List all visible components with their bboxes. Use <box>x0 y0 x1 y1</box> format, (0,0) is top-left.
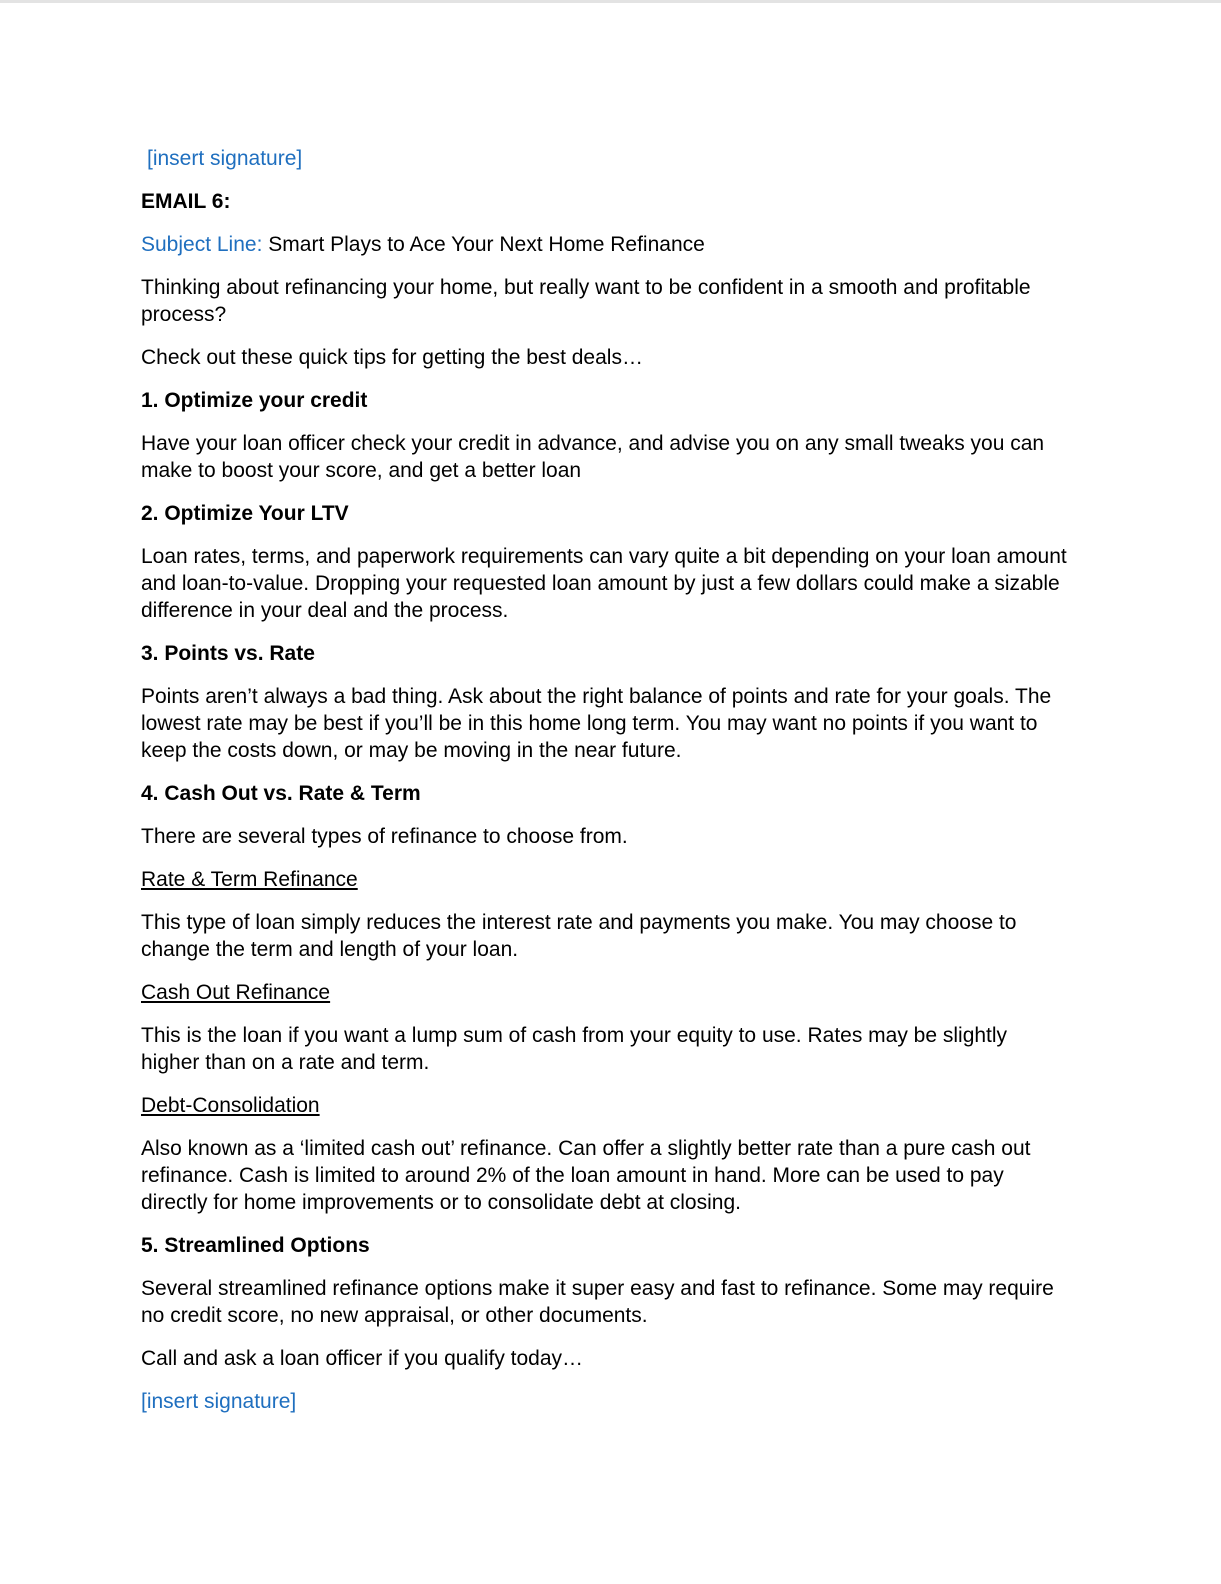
section-heading-streamlined: 5. Streamlined Options <box>141 1234 370 1257</box>
subject-label: Subject Line: <box>141 233 263 256</box>
section-body-credit: Have your loan officer check your credit in advance, and advise you on any small tweaks you can make to boost your score, and get a better loan <box>141 432 1045 482</box>
section-heading-points: 3. Points vs. Rate <box>141 642 315 665</box>
section-body-ltv: Loan rates, terms, and paperwork requirements can vary quite a bit depending on your loan amount and loan-to-value. Dropping your requested loan amount by just a few dollars could make a sizable difference in your deal and the process. <box>141 545 1067 622</box>
subsection-heading-debt-consolidation: Debt-Consolidation <box>141 1094 320 1117</box>
subsection-body-rate-term: This type of loan simply reduces the interest rate and payments you make. You may choose to change the term and length of your loan. <box>141 911 1017 961</box>
subject-line <box>141 231 1071 258</box>
page-top-border <box>0 0 1221 3</box>
email-heading: EMAIL 6: <box>141 190 231 213</box>
section-heading-ltv: 2. Optimize Your LTV <box>141 502 349 525</box>
subsection-heading-rate-term: Rate & Term Refinance <box>141 868 358 891</box>
subsection-body-debt-consolidation: Also known as a ‘limited cash out’ refinance. Can offer a slightly better rate than a pure cash out refinance. Cash is limited to around 2% of the loan amount in hand. More can be used to pay directly for home improvements or to consolidate debt at closing. <box>141 1137 1031 1214</box>
tips-lead: Check out these quick tips for getting the best deals… <box>141 346 643 369</box>
subsection-body-cash-out-refi: This is the loan if you want a lump sum of cash from your equity to use. Rates may be slightly higher than on a rate and term. <box>141 1024 1008 1074</box>
intro-paragraph: Thinking about refinancing your home, but really want to be confident in a smooth and profitable process? <box>141 276 1031 326</box>
subsection-heading-cash-out-refi: Cash Out Refinance <box>141 981 331 1004</box>
section-heading-cash-out: 4. Cash Out vs. Rate & Term <box>141 782 421 805</box>
subject-text: Smart Plays to Ace Your Next Home Refinance <box>268 233 705 256</box>
section-body-cash-out: There are several types of refinance to choose from. <box>141 825 628 848</box>
section-heading-credit: 1. Optimize your credit <box>141 389 368 412</box>
signature-placeholder-top: [insert signature] <box>147 147 303 170</box>
signature-placeholder-bottom: [insert signature] <box>141 1390 297 1413</box>
closing-line: Call and ask a loan officer if you qualify today… <box>141 1347 584 1370</box>
section-body-points: Points aren’t always a bad thing. Ask about the right balance of points and rate for your goals. The lowest rate may be best if you’ll be in this home long term. You may want no points if you want to keep the costs down, or may be moving in the near future. <box>141 685 1052 762</box>
document-page <box>141 145 1071 1431</box>
section-body-streamlined: Several streamlined refinance options make it super easy and fast to refinance. Some may require no credit score, no new appraisal, or other documents. <box>141 1277 1054 1327</box>
